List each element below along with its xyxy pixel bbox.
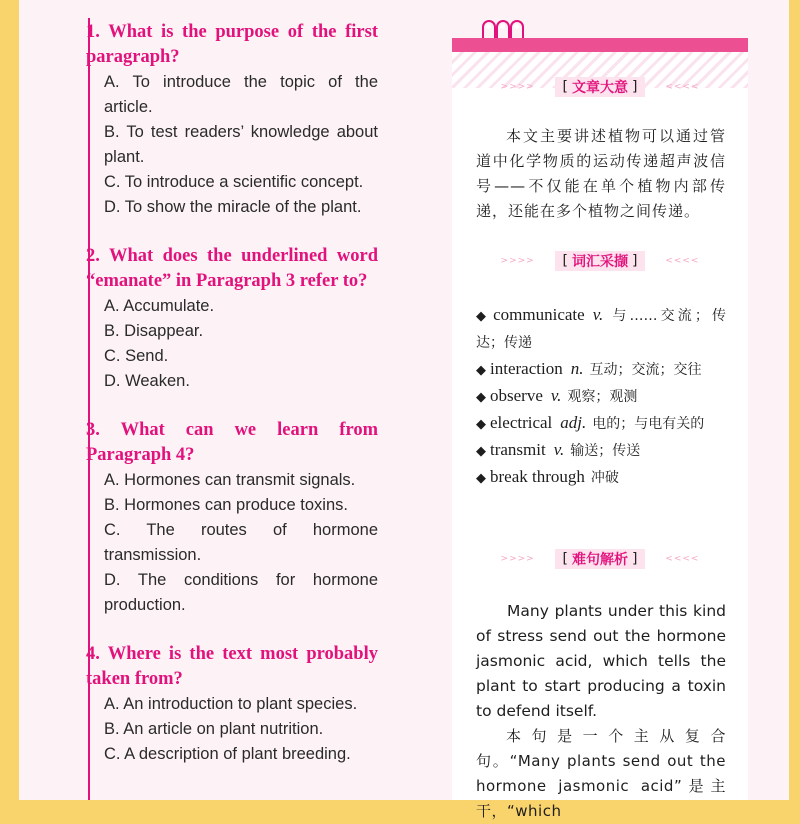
- bullet-diamond-icon: ◆: [476, 417, 486, 432]
- sentence-analysis-text: 本句是一个主从复合句。“Many plants send out the hormone jasmonic acid”是主干，“which: [476, 727, 726, 820]
- arrow-decoration: >>>>: [500, 82, 535, 92]
- bullet-diamond-icon: ◆: [476, 471, 486, 486]
- option-c: C. Send.: [104, 347, 169, 365]
- question-title-line2: Paragraph 4?: [86, 445, 195, 465]
- option-b: B. Disappear.: [104, 322, 204, 340]
- section-header-main-idea: >>>> [ 文章大意 ] <<<<: [500, 79, 700, 96]
- option-c: C. To introduce a scientific concept.: [104, 173, 364, 191]
- question-1: [86, 20, 378, 220]
- option-a: A. Accumulate.: [104, 297, 215, 315]
- option-a: A. To introduce the topic of the article.: [104, 73, 378, 116]
- bullet-diamond-icon: ◆: [476, 363, 486, 378]
- questions-column: [86, 20, 378, 791]
- option-a: A. Hormones can transmit signals.: [104, 471, 356, 489]
- vocab-item: ◆ communicate v. 与……交流；传达；传递: [476, 305, 726, 351]
- arrow-decoration: <<<<: [665, 256, 700, 266]
- question-title: 1. What is the purpose of the first paragraph?: [86, 22, 378, 67]
- question-title: 2. What does the underlined word “emanate” in Paragraph 3 refer to?: [86, 246, 378, 291]
- option-c: C. A description of plant breeding.: [104, 745, 351, 763]
- option-b: B. To test readers’ knowledge about plant.: [104, 123, 378, 166]
- example-sentence: Many plants under this kind of stress send out the hormone jasmonic acid, which tells the plant to start producing a toxin to defend itself.: [476, 602, 726, 720]
- vocab-list: [476, 302, 726, 491]
- question-2: [86, 244, 378, 394]
- option-a: A. An introduction to plant species.: [104, 695, 358, 713]
- bullet-diamond-icon: ◆: [476, 309, 490, 324]
- option-d: D. To show the miracle of the plant.: [104, 198, 362, 216]
- vocab-item: ◆ observe v. 观察；观测: [476, 386, 638, 405]
- section-title: 文章大意: [572, 80, 628, 96]
- arrow-decoration: >>>>: [500, 554, 535, 564]
- option-c: C. The routes of hormone transmission.: [104, 521, 378, 564]
- section-header-sentence: >>>> [ 难句解析 ] <<<<: [500, 551, 700, 568]
- main-idea-text: 本文主要讲述植物可以通过管道中化学物质的运动传递超声波信号——不仅能在单个植物内部传递，还能在多个植物之间传递。: [476, 127, 726, 220]
- question-3: [86, 418, 378, 618]
- notes-panel: [452, 38, 748, 820]
- sentence-analysis: [476, 599, 726, 824]
- section-title: 难句解析: [572, 552, 628, 568]
- arrow-decoration: >>>>: [500, 256, 535, 266]
- option-d: D. Weaken.: [104, 372, 190, 390]
- question-title: 4. Where is the text most probably taken from?: [86, 644, 378, 689]
- question-title: 3. What can we learn from: [86, 420, 378, 440]
- option-b: B. Hormones can produce toxins.: [104, 496, 348, 514]
- notepad-header-bar: [452, 38, 748, 52]
- vocab-item: ◆ interaction n. 互动；交流；交往: [476, 359, 702, 378]
- section-title: 词汇采撷: [572, 254, 628, 270]
- vocab-item: ◆ transmit v. 输送；传送: [476, 440, 641, 459]
- vocab-item: ◆ electrical adj. 电的；与电有关的: [476, 413, 705, 432]
- section-header-vocab: >>>> [ 词汇采撷 ] <<<<: [500, 253, 700, 270]
- bullet-diamond-icon: ◆: [476, 390, 486, 405]
- vocab-item: ◆ break through 冲破: [476, 467, 619, 486]
- question-4: [86, 642, 378, 767]
- option-d: D. The conditions for hormone production.: [104, 571, 378, 614]
- option-b: B. An article on plant nutrition.: [104, 720, 324, 738]
- arrow-decoration: <<<<: [665, 82, 700, 92]
- arrow-decoration: <<<<: [665, 554, 700, 564]
- bullet-diamond-icon: ◆: [476, 444, 486, 459]
